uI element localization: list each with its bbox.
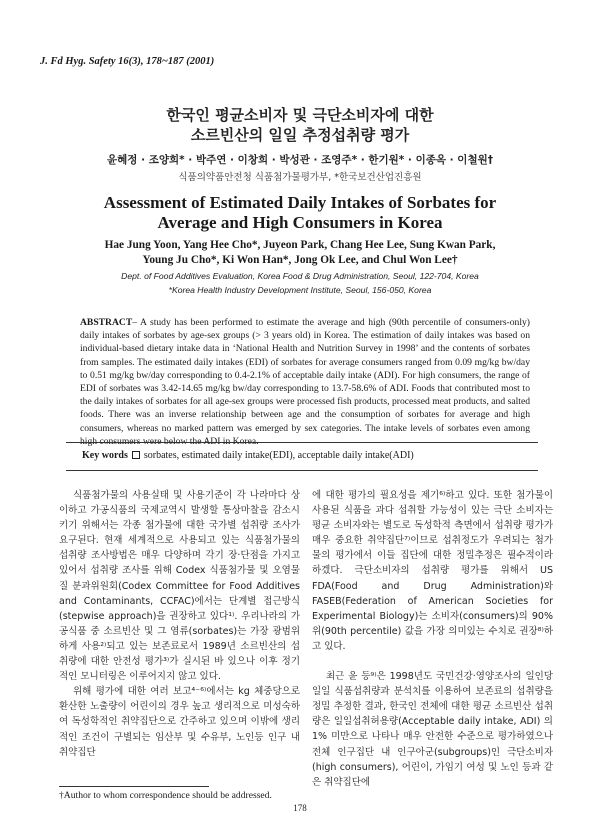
korean-title-line-2: 소르빈산의 일일 추정섭취량 평가: [190, 126, 410, 144]
body-paragraph: 식품첨가물의 사용실태 및 사용기준이 각 나라마다 상이하고 가공식품의 국제교역시 발생할 통상마찰을 감소시키기 위해서는 각종 첨가물에 대한 국가별 섭취량 조사가 요구된다. 현재 세계적으로 사용되고 있는 식품첨가물의 섭취량 조사방법은 매우 다양하며 각기 장·단점을 가지고 있어서 섭취량 조사를 위해 Codex 식품첨가물 및 오염물질 분과위원회(Codex Committee for Food Additives and Contaminants, CCFAC)에서는 단계별 접근방식(stepwise approach)을 권장하고 있다¹⁾. 우리나라의 가공식품 중 소르빈산 및 그 염류(sorbates)는 가장 광범위하게 사용²⁾되고 있는 보존료로서 1989년 소르빈산의 섭취량에 대한 안전성 평가³⁾가 실시된 바 있으나 이후 정기적인 모니터링은 이루어지지 않고 있다.: [59, 490, 300, 683]
body-column-right: [312, 488, 553, 790]
english-authors-line-1: Hae Jung Yoon, Yang Hee Cho*, Juyeon Park, Chang Hee Lee, Sung Kwan Park,: [104, 239, 496, 251]
page-number: 178: [293, 803, 307, 813]
square-bullet-icon: [132, 451, 140, 459]
korean-affiliation: 식품의약품안전청 식품첨가물평가부, *한국보건산업진흥원: [178, 172, 422, 183]
footnote: †Author to whom correspondence should be addressed.: [59, 790, 272, 801]
keywords-top-rule: [66, 442, 538, 443]
korean-title-line-1: 한국인 평균소비자 및 극단소비자에 대한: [166, 106, 434, 124]
body-column-left: [59, 488, 300, 760]
abstract-text: – A study has been performed to estimate the average and high (90th percentile of consumers-only) daily intakes of sorbates by age-sex groups (> 3 years old) in Korea. The estimation of daily intakes was based on individual-based dietary intake data in ‘National Health and Nutrition Survey in 1998’ and the contents of sorbates from samples. The estimated daily intakes (EDI) of sorbates for average consumers ranged from 0.09 mg/kg bw/day to 0.51 mg/kg bw/day corresponding to 0.4-2.1% of acceptable daily intake (ADI). For high consumers, the range of EDI of sorbates was 3.42-14.65 mg/kg bw/day corresponding to 13.7-58.6% of ADI. Foods that contributed most to the daily intakes of sorbates for all age-sex groups were processed fish products, processed meat products, and salted foods. There was an inverse relationship between age and the consumption of sorbates for average and high consumers, whereas no marked pattern was emerged by sex categories. The intake levels of sorbates even among high consumers were below the ADI in Korea.: [80, 317, 530, 447]
keywords-bottom-rule: [66, 470, 538, 471]
body-paragraph: 최근 윤 등⁹⁾은 1998년도 국민건강·영양조사의 일인당 일일 식품섭취량과 분석치를 이용하여 보존료의 섭취량을 정밀 추정한 결과, 한국인 전체에 대한 평균 소르빈산 섭취량은 일일섭취허용량(Acceptable daily intake, ADI) 의 1% 미만으로 나타나 매우 안전한 수준으로 평가하였으나 전체 인구집단 내 인구아군(subgroups)인 극단소비자(high consumers), 어린이, 가임기 여성 및 노인 등과 같은 취약집단에: [312, 671, 553, 788]
english-authors-line-2: Young Ju Cho*, Ki Won Han*, Jong Ok Lee, and Chul Won Lee†: [142, 254, 458, 266]
english-title-line-1: Assessment of Estimated Daily Intakes of Sorbates for: [103, 193, 497, 212]
journal-reference: J. Fd Hyg. Safety 16(3), 178~187 (2001): [40, 56, 215, 67]
korean-authors: 윤혜정 · 조양희* · 박주연 · 이창희 · 박성관 · 조영주* · 한기원* · 이종옥 · 이철원†: [107, 154, 493, 166]
abstract: [80, 316, 530, 448]
english-title-line-2: Average and High Consumers in Korea: [157, 213, 443, 232]
english-affiliation-line-2: *Korea Health Industry Development Institute, Seoul, 156-050, Korea: [168, 285, 432, 295]
keywords-text: sorbates, estimated daily intake(EDI), acceptable daily intake(ADI): [143, 450, 414, 461]
abstract-label: ABSTRACT: [80, 317, 133, 328]
english-affiliation-line-1: Dept. of Food Additives Evaluation, Korea Food & Drug Administration, Seoul, 122-704, Korea: [121, 271, 479, 281]
body-paragraph: 에 대한 평가의 필요성을 제기⁶⁾하고 있다. 또한 첨가물이 사용된 식품을 과다 섭취할 가능성이 있는 극단 소비자는 평균 소비자와는 별도로 독성학적 측면에서 섭취량 평가가 매우 중요한 취약집단⁷⁾이므로 섭취정도가 우려되는 첨가물의 평가에서 이들 집단에 대한 정밀추정은 필수적이라 하겠다. 극단소비자의 섭취량 평가를 위해서 US FDA(Food and Drug Administration)와 FASEB(Federation of American Societies for Experimental Biology)는 소비자(consumers)의 90%위(90th percentile) 값을 가장 의미있는 수치로 권장⁸⁾하고 있다.: [312, 490, 553, 652]
footnote-rule: [59, 786, 209, 787]
keywords: [82, 450, 414, 461]
body-paragraph: 위해 평가에 대한 여러 보고⁴⁻⁶⁾에서는 kg 체중당으로 환산한 노출량이 어린이의 경우 높고 생리적으로 미성숙하여 독성학적인 취약집단으로 간주하고 있으며 이밖에 생리적인 조건이 구별되는 임산부 및 수유부, 노인등 인구 내 취약집단: [59, 686, 300, 758]
keywords-label: Key words: [82, 450, 128, 461]
